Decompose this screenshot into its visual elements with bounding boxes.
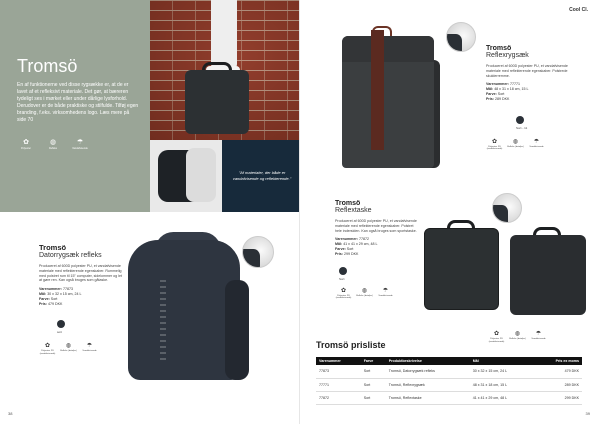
reflex-icon: ◍ xyxy=(512,138,519,145)
product-feature-icons: ✿ Polyester PU (vandafvisende) ◍ Refleks (detaljer) ☂ Vandafvisende xyxy=(335,287,393,300)
polyester-icon: ✿ xyxy=(44,343,51,350)
product-reflex-backpack xyxy=(486,45,578,151)
product-feature-icons: ✿ Polyester PU (vandafvisende) ◍ Refleks (detaljer) ☂ Vandafvisende xyxy=(39,343,97,356)
product-specs: Varenummer: 77872 Mål: 41 x 41 x 29 cm, 48 L Farve: Sort Pris: 299 DKK xyxy=(335,237,378,256)
product-subtitle: Datorrygsæk refleks xyxy=(39,252,102,259)
table-row: 77872 Sort Tromsö, Reflextaske 41 x 41 x 29 cm, 48 L 299 DKK xyxy=(316,391,582,404)
backpack-strap xyxy=(225,280,249,380)
feature-polyester: ✿ Polyester xyxy=(17,138,35,150)
product-subtitle: Reflextaske xyxy=(335,207,372,214)
reflex-bag-image-back xyxy=(510,235,586,315)
column-header: Farve xyxy=(361,357,386,365)
product-description: Produceret af 600D polyester PU, et vandafvisende materiale med reflekterende egenskaber. Polstrede skulderremme. xyxy=(486,64,568,78)
reflex-icon: ◍ xyxy=(514,331,521,337)
color-swatch xyxy=(57,320,65,328)
model-legs xyxy=(211,0,237,70)
product-subtitle: Reflexrygsæk xyxy=(486,52,529,59)
product-specs: Varenummer: 77771 Mål: 48 x 31 x 18 cm, 15 L Farve: Sort Pris: 289 DKK xyxy=(486,82,529,101)
swatch-label: Sort - 11 xyxy=(516,125,528,130)
material-zoom xyxy=(242,236,274,268)
umbrella-icon: ☂ xyxy=(76,139,84,146)
feature-waterproof: ☂ Vandafvisende xyxy=(72,139,88,150)
polyester-icon: ✿ xyxy=(23,139,29,146)
reflex-icon: ◍ xyxy=(65,343,72,350)
product-specs: Varenummer: 77873 Mål: 30 x 32 x 15 cm, 24 L Farve: Sort Pris: 479 DKK xyxy=(39,287,82,306)
column-header: Varenummer xyxy=(316,357,361,365)
intro-feature-icons xyxy=(17,138,89,150)
page-title: Tromsö xyxy=(17,56,78,76)
leather-strap xyxy=(371,30,384,150)
backpack-flap xyxy=(342,36,434,62)
color-swatch-group xyxy=(516,116,578,130)
reflex-icon: ◍ xyxy=(49,139,57,146)
product-title: Tromsö xyxy=(39,243,67,252)
product-title: Tromsö xyxy=(486,45,512,52)
price-table xyxy=(316,357,582,405)
page-number: 38 xyxy=(8,411,13,416)
column-header: Produktbeskrivelse xyxy=(386,357,470,365)
color-swatch xyxy=(339,267,347,275)
brand-logo: Cool Cl. xyxy=(569,7,588,13)
reflex-icon: ◍ xyxy=(361,287,368,294)
product-reflex-bag xyxy=(335,200,419,300)
reflex-bag-image xyxy=(424,228,499,310)
swatch-label: Sort xyxy=(339,276,345,281)
umbrella-icon: ☂ xyxy=(86,343,93,350)
umbrella-icon: ☂ xyxy=(535,331,542,337)
column-header: Mål xyxy=(470,357,535,365)
quote-text: "Af materialer, der både er vandafvisende og reflekterende." xyxy=(232,170,292,181)
feature-reflex: ◍ Refleks xyxy=(44,138,62,150)
material-zoom xyxy=(446,22,476,52)
polyester-icon: ✿ xyxy=(491,138,498,145)
price-list-title: Tromsö prisliste xyxy=(316,340,386,350)
product-laptop-backpack xyxy=(39,243,125,356)
color-swatch xyxy=(516,116,524,124)
table-row: 77771 Sort Tromsö, Reflexrygsæk 48 x 31 x 18 cm, 15 L 289 DKK xyxy=(316,378,582,391)
bag-reflective xyxy=(186,148,216,202)
umbrella-icon: ☂ xyxy=(382,287,389,294)
page-number: 39 xyxy=(585,411,590,416)
color-swatch-group xyxy=(57,320,125,334)
product-feature-icons: ✿ Polyester PU (vandafvisende) ◍ Refleks (detaljer) ☂ Vandafvisende xyxy=(486,138,544,151)
material-zoom xyxy=(492,193,522,223)
reflective-strip xyxy=(160,280,166,360)
umbrella-icon: ☂ xyxy=(533,138,540,145)
polyester-icon: ✿ xyxy=(340,287,347,294)
table-row: 77873 Sort Tromsö, Datorrygsæk refleks 30 x 32 x 15 cm, 24 L 479 DKK xyxy=(316,365,582,378)
swatch-label: sort xyxy=(57,330,63,335)
column-header: Pris ex moms xyxy=(535,357,582,365)
backpack-image xyxy=(128,240,240,380)
table-header-row xyxy=(316,357,582,365)
product-title: Tromsö xyxy=(335,200,361,207)
bag-photo xyxy=(185,70,249,134)
polyester-icon: ✿ xyxy=(493,331,500,337)
intro-text: En af funktionerne ved disse rygsække er, at de er lavet af et refleksivt materiale. Det gør, at bæreren tydeligt ses i mørket eller under dårlige lysforhold. Derudover er de både praktiske og stilfulde. Tilføj egen branding, f.eks. virksomhedens logo. Læs mere på side 70 xyxy=(17,82,139,123)
bag-feature-icons: ✿ Polyester PU (vandafvisende) ◍ Refleks (detaljer) ☂ Vandafvisende xyxy=(488,331,546,343)
color-swatch-group xyxy=(339,267,419,281)
product-description: Produceret af 600D polyester PU, et vandafvisende materiale med reflekterende egenskaber. Rummelig med polstret rum til 15" computer, sidelommer og let at gøre ren. Kan også bruges som gåtaske. xyxy=(39,264,122,283)
product-description: Produceret af 600D polyester PU, et vandafvisende materiale med reflekterende egenskaber. Polstret hele indersiden. Kan også bruges som sportstaske. xyxy=(335,219,417,233)
